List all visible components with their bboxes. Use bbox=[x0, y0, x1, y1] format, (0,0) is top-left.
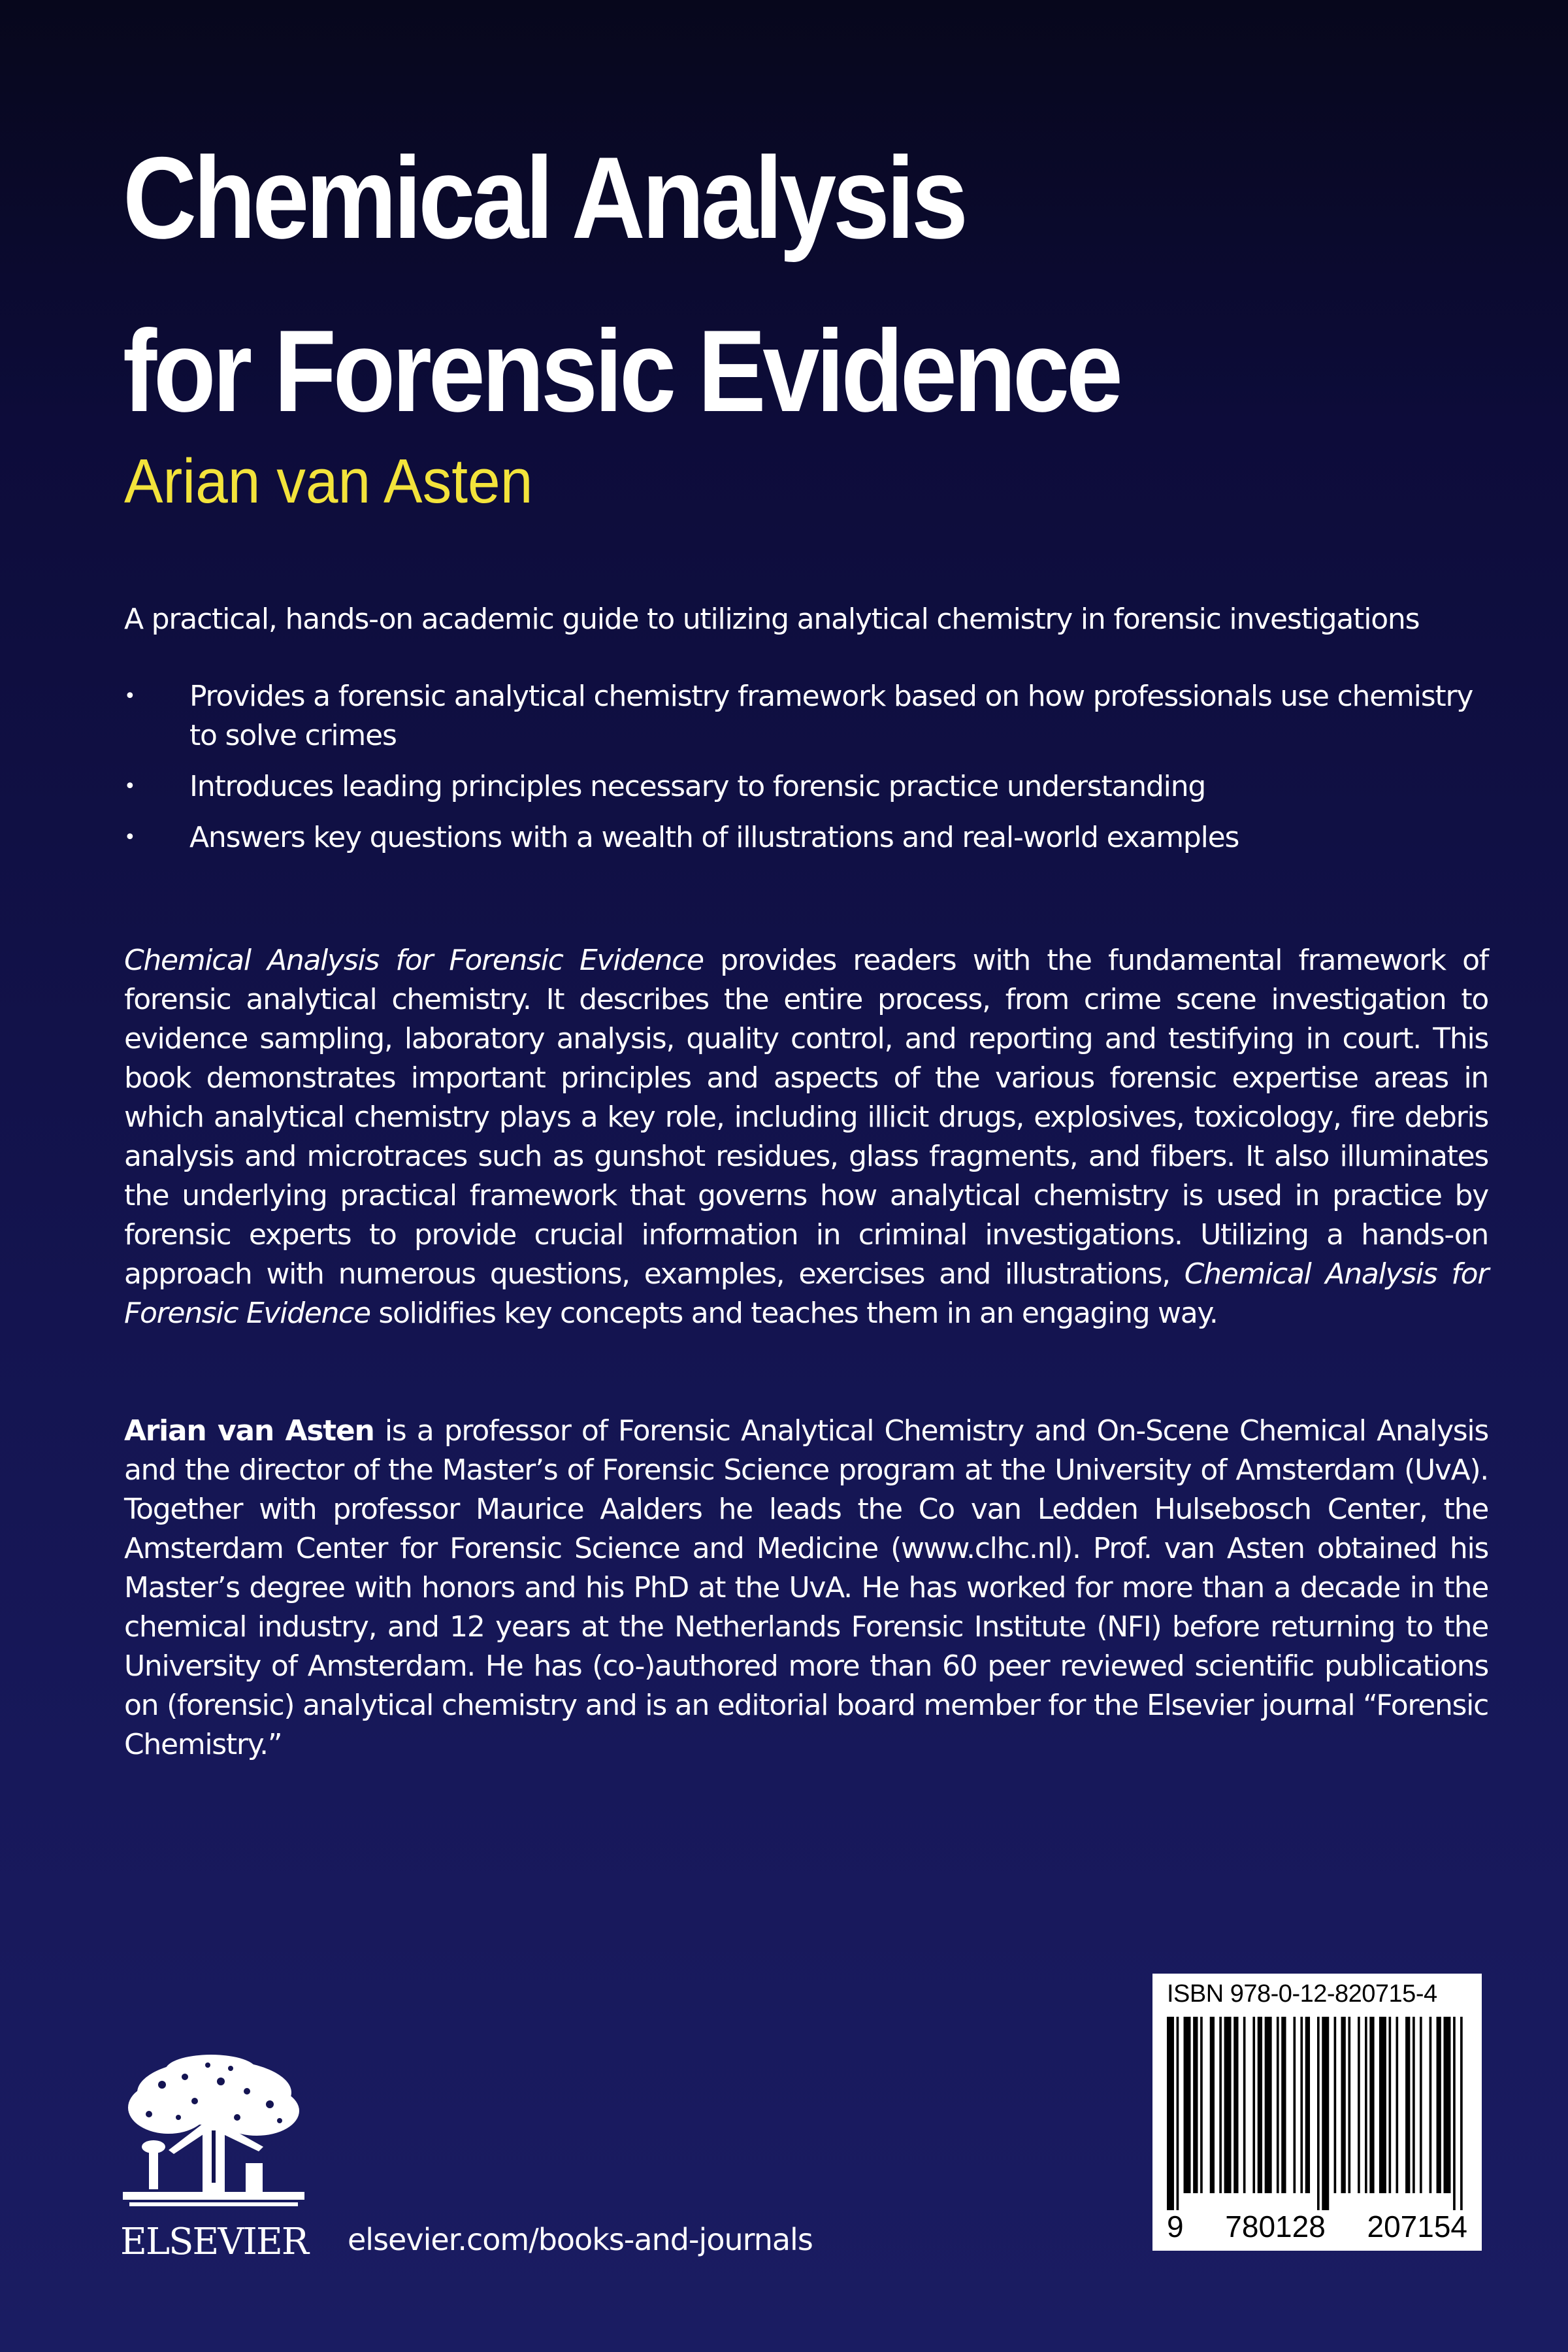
barcode-stripe bbox=[1177, 2017, 1179, 2210]
barcode-stripe bbox=[1219, 2017, 1222, 2193]
feature-bullet-text: Provides a forensic analytical chemistry framework based on how professionals use chemistry to solve crimes bbox=[189, 680, 1473, 752]
publisher-url: elsevier.com/books-and-journals bbox=[348, 2222, 813, 2257]
barcode-stripe bbox=[1348, 2017, 1350, 2193]
feature-bullet bbox=[124, 677, 1488, 755]
barcode-icon bbox=[1167, 2017, 1467, 2210]
book-title-line-2: for Forensic Evidence bbox=[123, 306, 1120, 436]
barcode-digit-group: 780128 bbox=[1225, 2210, 1326, 2244]
barcode-stripe bbox=[1443, 2017, 1450, 2193]
barcode-stripe bbox=[1300, 2017, 1303, 2193]
isbn-label: ISBN 978-0-12-820715-4 bbox=[1167, 1980, 1437, 2008]
barcode-stripe bbox=[1233, 2017, 1238, 2193]
barcode-stripe bbox=[1305, 2017, 1310, 2193]
barcode-stripe bbox=[1429, 2017, 1432, 2193]
barcode-stripe bbox=[1167, 2017, 1174, 2210]
barcode-stripe bbox=[1277, 2017, 1279, 2193]
barcode-stripe bbox=[1420, 2017, 1422, 2193]
author-bio bbox=[124, 1412, 1488, 1764]
tagline: A practical, hands-on academic guide to utilizing analytical chemistry in forensic investigations bbox=[124, 603, 1420, 636]
isbn-barcode bbox=[1152, 1974, 1482, 2251]
barcode-digit-group: 207154 bbox=[1367, 2210, 1467, 2244]
book-title-line-1: Chemical Analysis bbox=[123, 133, 965, 263]
barcode-stripe bbox=[1453, 2017, 1456, 2210]
feature-bullet bbox=[124, 818, 1488, 857]
author-name: Arian van Asten bbox=[124, 446, 533, 516]
barcode-stripe bbox=[1184, 2017, 1191, 2193]
barcode-stripe bbox=[1265, 2017, 1272, 2193]
description-book-title: Chemical Analysis for Forensic Evidence bbox=[124, 944, 704, 977]
barcode-stripe bbox=[1396, 2017, 1398, 2193]
book-description bbox=[124, 941, 1488, 1333]
barcode-stripe bbox=[1317, 2017, 1320, 2210]
barcode-stripe bbox=[1281, 2017, 1286, 2193]
barcode-stripe bbox=[1243, 2017, 1246, 2193]
barcode-stripe bbox=[1293, 2017, 1296, 2193]
barcode-stripe bbox=[1200, 2017, 1203, 2193]
bio-author-name: Arian van Asten bbox=[124, 1414, 374, 1448]
feature-bullet-text: Introduces leading principles necessary to forensic practice understanding bbox=[189, 770, 1206, 803]
barcode-stripe bbox=[1193, 2017, 1198, 2193]
barcode-stripe bbox=[1224, 2017, 1232, 2193]
elsevier-tree-logo-icon bbox=[123, 2052, 304, 2215]
barcode-stripe bbox=[1369, 2017, 1374, 2193]
barcode-stripe bbox=[1379, 2017, 1386, 2193]
description-book-title-2: Chemical Analysis for Forensic Evidence bbox=[124, 1257, 1488, 1330]
barcode-stripe bbox=[1210, 2017, 1215, 2193]
barcode-stripe bbox=[1258, 2017, 1262, 2193]
feature-bullet bbox=[124, 767, 1488, 806]
description-text-part-1: provides readers with the fundamental framework of forensic analytical chemistry. It describes the entire process, from crime scene investigation to evidence sampling, laboratory analysis, quality control, and reporting and testifying in court. This book demonstrates important principles and aspects of the various forensic expertise areas in which analytical chemistry plays a key role, including illicit drugs, explosives, toxicology, fire debris analysis and microtraces such as gunshot residues, glass fragments, and fibers. It also illuminates the underlying practical framework that governs how analytical chemistry is used in practice by forensic experts to provide crucial information in criminal investigations. Utilizing a hands-on approach with numerous questions, examples, exercises and illustrations, bbox=[124, 944, 1488, 1291]
barcode-stripe bbox=[1437, 2017, 1441, 2193]
feature-bullet-text: Answers key questions with a wealth of illustrations and real-world examples bbox=[189, 821, 1239, 854]
book-title bbox=[123, 111, 1120, 457]
barcode-stripe bbox=[1405, 2017, 1410, 2193]
barcode-stripe bbox=[1341, 2017, 1346, 2193]
feature-bullet-list bbox=[124, 677, 1488, 869]
bio-text: is a professor of Forensic Analytical Chemistry and On-Scene Chemical Analysis and the director of the Master’s of Forensic Science program at the University of Amsterdam (UvA). Together with professor Maurice Aalders he leads the Co van Ledden Hulsebosch Center, the Amsterdam Center for Forensic Science and Medicine (www.clhc.nl). Prof. van Asten obtained his Master’s degree with honors and his PhD at the UvA. He has worked for more than a decade in the chemical industry, and 12 years at the Netherlands Forensic Institute (NFI) before returning to the University of Amsterdam. He has (co-)authored more than 60 peer reviewed scientific publications on (forensic) analytical chemistry and is an editorial board member for the Elsevier journal “Forensic Chemistry.” bbox=[124, 1414, 1488, 1761]
elsevier-wordmark: ELSEVIER bbox=[120, 2221, 308, 2263]
barcode-stripe bbox=[1252, 2017, 1255, 2193]
barcode-digits bbox=[1167, 2210, 1467, 2243]
barcode-stripe bbox=[1322, 2017, 1329, 2210]
barcode-stripe bbox=[1413, 2017, 1415, 2193]
barcode-stripe bbox=[1460, 2017, 1463, 2210]
barcode-stripe bbox=[1389, 2017, 1392, 2193]
description-text-part-2: solidifies key concepts and teaches them in an engaging way. bbox=[370, 1297, 1218, 1330]
barcode-stripe bbox=[1358, 2017, 1360, 2193]
barcode-stripe bbox=[1365, 2017, 1367, 2193]
bullet-icon: • bbox=[124, 775, 135, 798]
barcode-stripe bbox=[1334, 2017, 1337, 2193]
bullet-icon: • bbox=[124, 826, 135, 849]
barcode-digit-group: 9 bbox=[1167, 2210, 1184, 2244]
bullet-icon: • bbox=[124, 685, 135, 708]
